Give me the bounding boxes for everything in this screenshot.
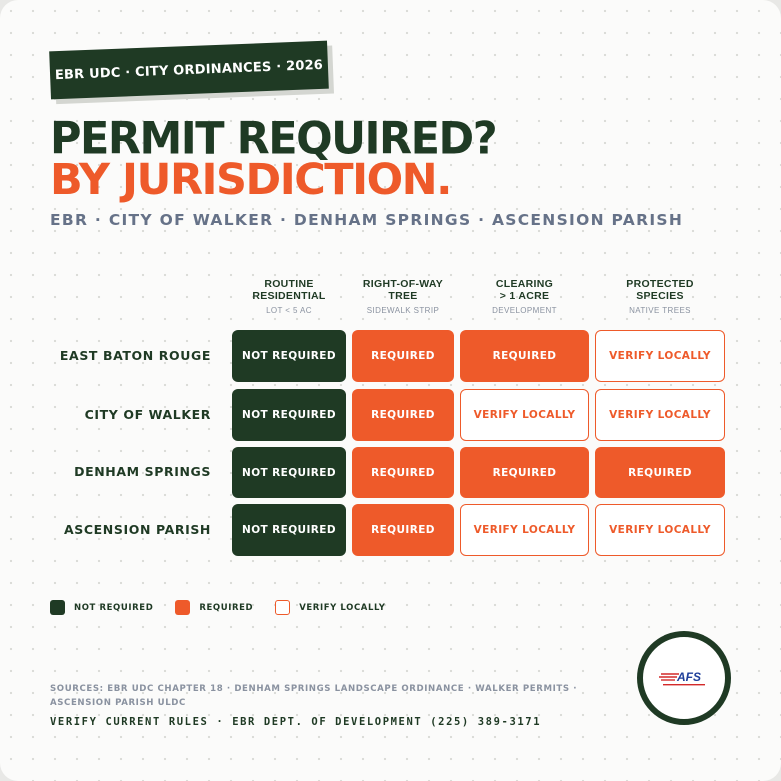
afs-logo-icon [657, 667, 711, 689]
status-cell: REQUIRED [352, 504, 454, 556]
column-subtitle: LOT < 5 AC [266, 306, 312, 315]
legend-swatch-orange-icon [175, 600, 190, 615]
column-title: ROUTINE [264, 278, 314, 290]
legend [50, 600, 407, 615]
row-label-city-of-walker: CITY OF WALKER [84, 407, 211, 422]
status-cell: VERIFY LOCALLY [595, 389, 725, 441]
status-cell: REQUIRED [352, 330, 454, 382]
status-cell: VERIFY LOCALLY [595, 504, 725, 556]
row-label-ascension-parish: ASCENSION PARISH [64, 522, 211, 537]
legend-swatch-dark-icon [50, 600, 65, 615]
column-subtitle: DEVELOPMENT [492, 306, 557, 315]
status-cell: NOT REQUIRED [232, 447, 346, 498]
legend-label: VERIFY LOCALLY [299, 602, 386, 613]
title-line-2: BY JURISDICTION. [50, 155, 451, 205]
title-line-1: PERMIT REQUIRED? [50, 113, 497, 165]
column-subtitle: SIDEWALK STRIP [366, 306, 440, 315]
status-cell: NOT REQUIRED [232, 389, 346, 441]
legend-swatch-outline-icon [275, 600, 290, 615]
column-header-right-of-way-tree [352, 278, 454, 315]
row-label-denham-springs: DENHAM SPRINGS [74, 464, 211, 479]
verify-contact-line: VERIFY CURRENT RULES · EBR DEPT. OF DEVELOPMENT (225) 389-3171 [50, 716, 542, 728]
legend-label: REQUIRED [199, 602, 254, 613]
status-cell: REQUIRED [595, 447, 725, 498]
status-cell: REQUIRED [460, 330, 589, 382]
status-cell: NOT REQUIRED [232, 504, 346, 556]
header-tag: EBR UDC · CITY ORDINANCES · 2026 [49, 41, 329, 100]
row-label-east-baton-rouge: EAST BATON ROUGE [59, 348, 211, 363]
column-header-protected-species [595, 278, 725, 315]
legend-item-required [175, 600, 253, 615]
legend-item-verify-locally [275, 600, 385, 615]
status-cell: VERIFY LOCALLY [595, 330, 725, 382]
legend-item-not-required [50, 600, 153, 615]
legend-label: NOT REQUIRED [74, 602, 154, 613]
column-title: > 1 ACRE [499, 290, 550, 302]
status-cell: REQUIRED [352, 389, 454, 441]
svg-text:AFS: AFS [677, 670, 701, 684]
status-cell: VERIFY LOCALLY [460, 504, 589, 556]
status-cell: REQUIRED [460, 447, 589, 498]
column-subtitle: NATIVE TREES [629, 306, 691, 315]
column-title: RESIDENTIAL [252, 290, 326, 302]
afs-logo-badge [637, 631, 731, 725]
column-title: SPECIES [636, 290, 684, 302]
sources-note: SOURCES: EBR UDC CHAPTER 18 · DENHAM SPRINGS LANDSCAPE ORDINANCE · WALKER PERMITS · ASCENSION PARISH ULDC [50, 684, 578, 708]
status-cell: REQUIRED [352, 447, 454, 498]
status-cell: VERIFY LOCALLY [460, 389, 589, 441]
subtitle: EBR · CITY OF WALKER · DENHAM SPRINGS · ASCENSION PARISH [50, 211, 684, 229]
column-title: PROTECTED [626, 278, 694, 290]
column-title: TREE [388, 290, 418, 302]
column-title: RIGHT-OF-WAY [362, 278, 444, 290]
column-header-clearing [460, 278, 589, 315]
column-title: CLEARING [495, 278, 554, 290]
column-header-routine-residential [232, 278, 346, 315]
status-cell: NOT REQUIRED [232, 330, 346, 382]
